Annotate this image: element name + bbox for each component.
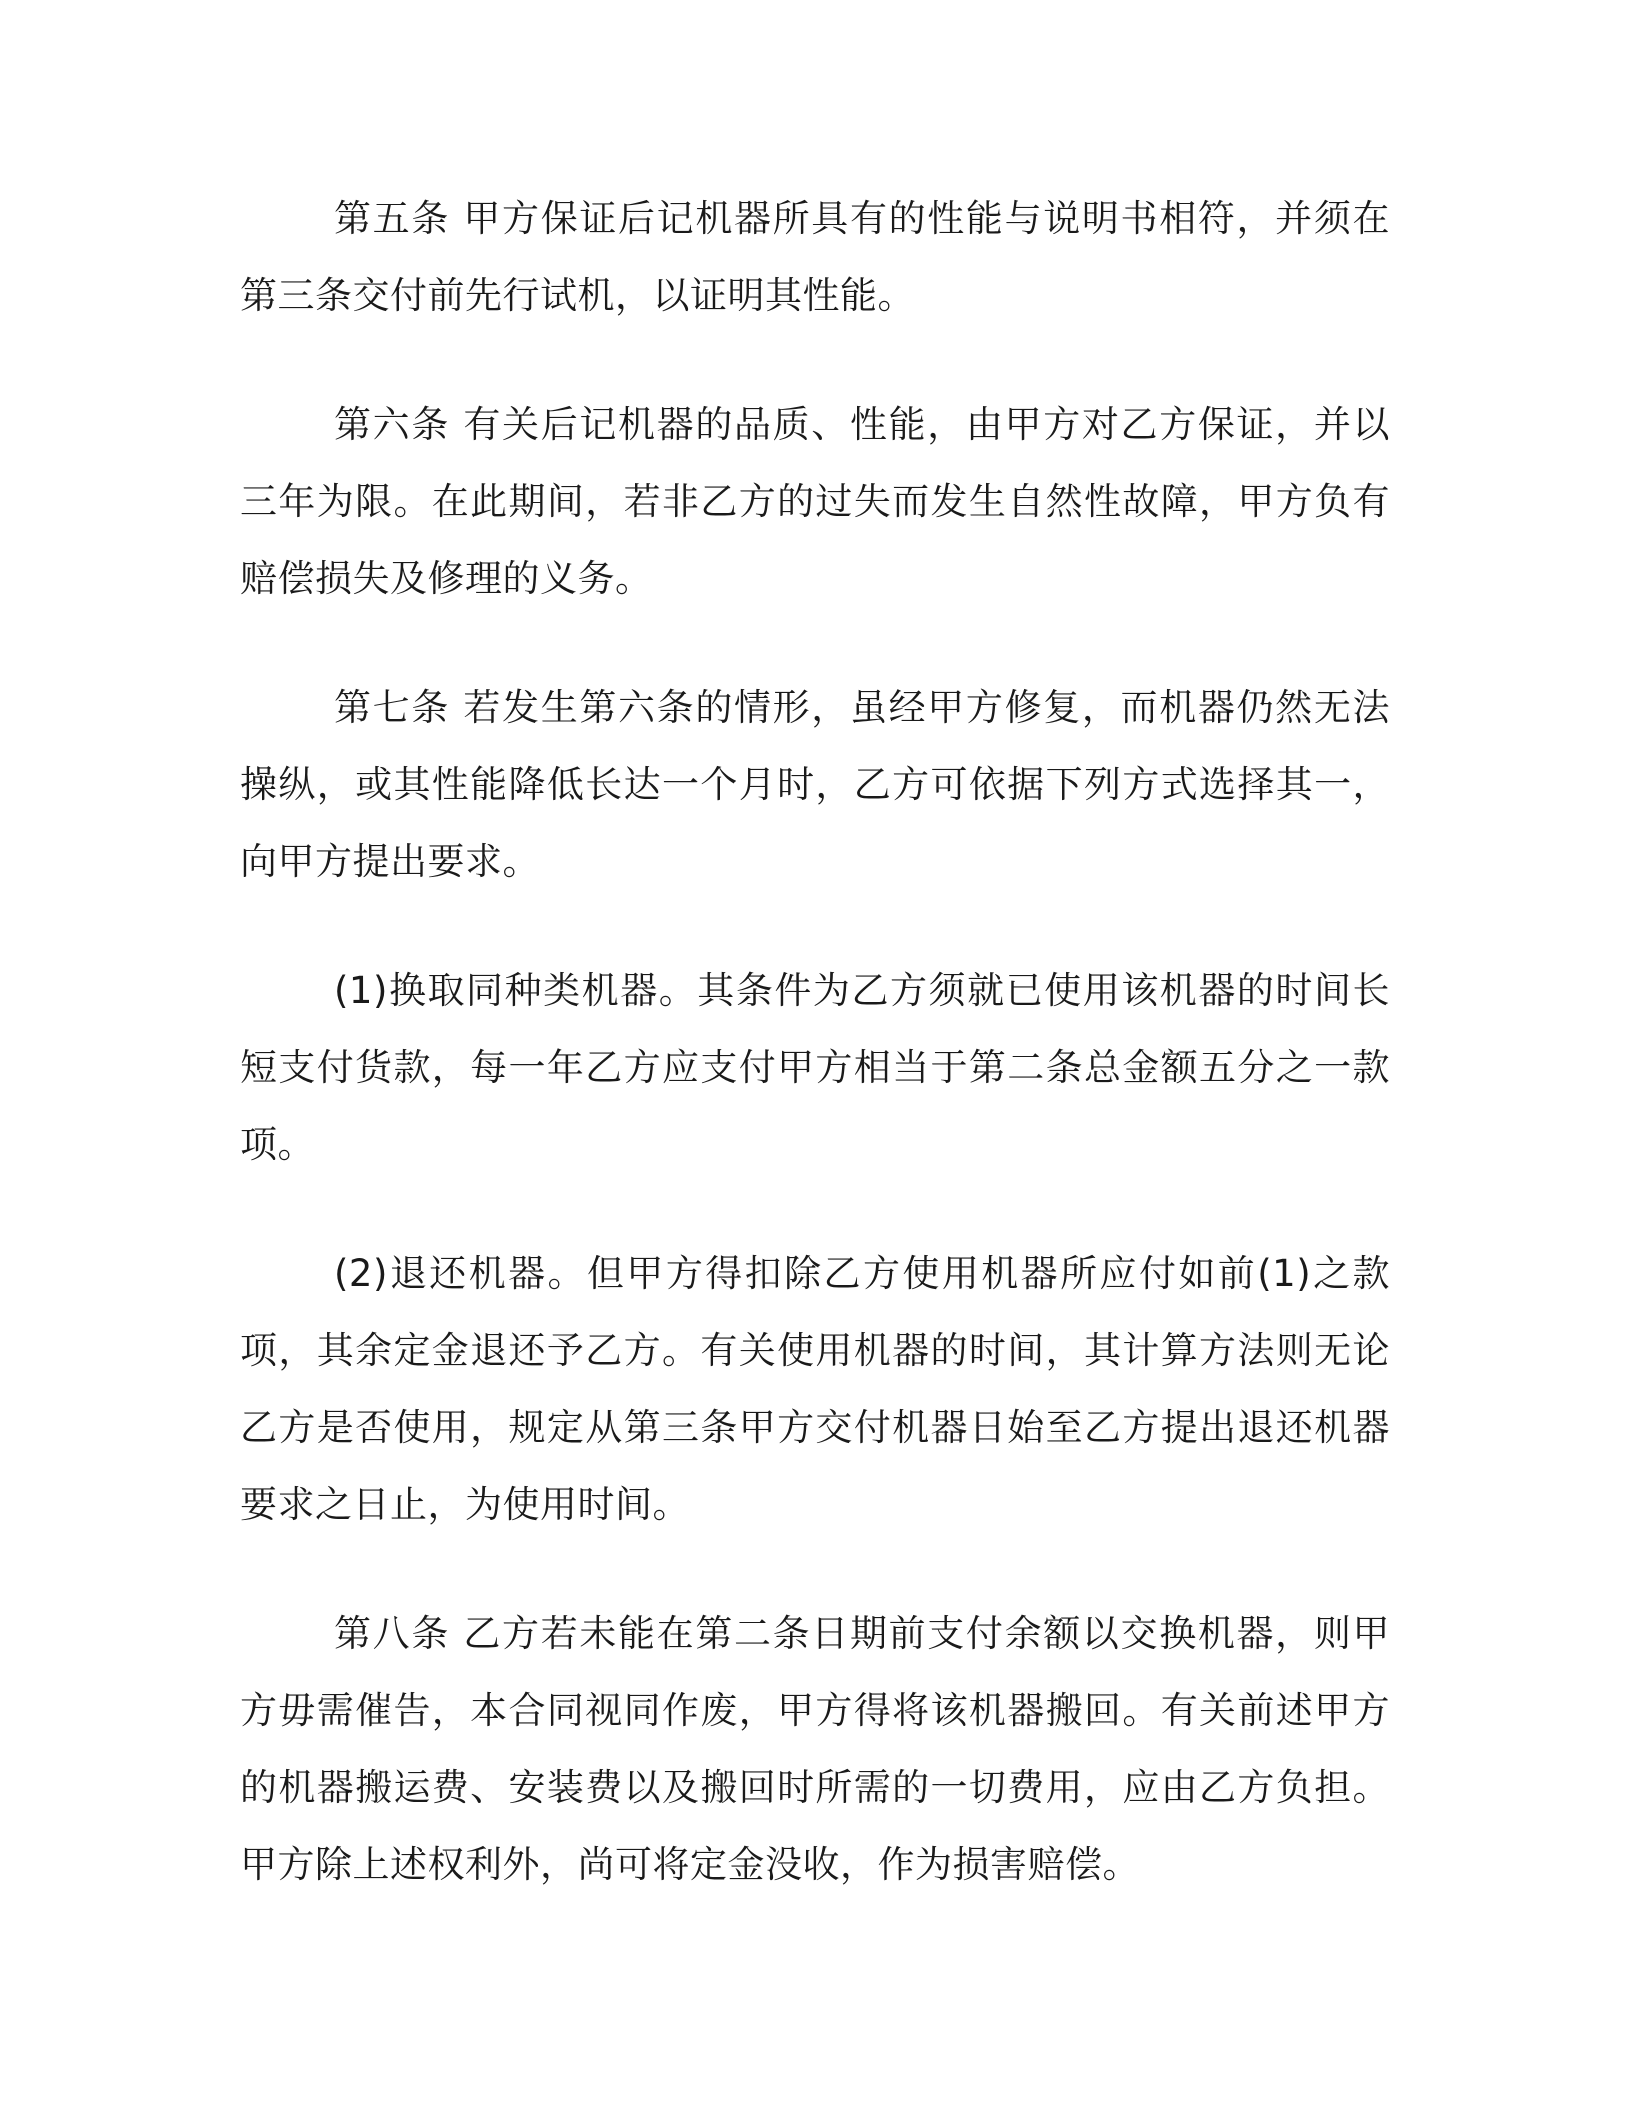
article-7-option-2-paragraph: (2)退还机器。但甲方得扣除乙方使用机器所应付如前(1)之款项，其余定金退还予乙方。有关使用机器的时间，其计算方法则无论乙方是否使用，规定从第三条甲方交付机器日始至乙方提出退还机器要求之日止，为使用时间。: [240, 1252, 1390, 1526]
article-6-paragraph: 第六条 有关后记机器的品质、性能，由甲方对乙方保证，并以三年为限。在此期间，若非乙方的过失而发生自然性故障，甲方负有赔偿损失及修理的义务。: [240, 403, 1390, 600]
article-5-paragraph: 第五条 甲方保证后记机器所具有的性能与说明书相符，并须在第三条交付前先行试机，以证明其性能。: [240, 197, 1390, 317]
contract-body: [240, 180, 1390, 1955]
article-8-paragraph: 第八条 乙方若未能在第二条日期前支付余额以交换机器，则甲方毋需催告，本合同视同作废，甲方得将该机器搬回。有关前述甲方的机器搬运费、安装费以及搬回时所需的一切费用，应由乙方负担。甲方除上述权利外，尚可将定金没收，作为损害赔偿。: [240, 1612, 1390, 1886]
article-7-paragraph: 第七条 若发生第六条的情形，虽经甲方修复，而机器仍然无法操纵，或其性能降低长达一个月时，乙方可依据下列方式选择其一，向甲方提出要求。: [240, 686, 1390, 883]
article-7-option-1-paragraph: (1)换取同种类机器。其条件为乙方须就已使用该机器的时间长短支付货款，每一年乙方应支付甲方相当于第二条总金额五分之一款项。: [240, 969, 1390, 1166]
